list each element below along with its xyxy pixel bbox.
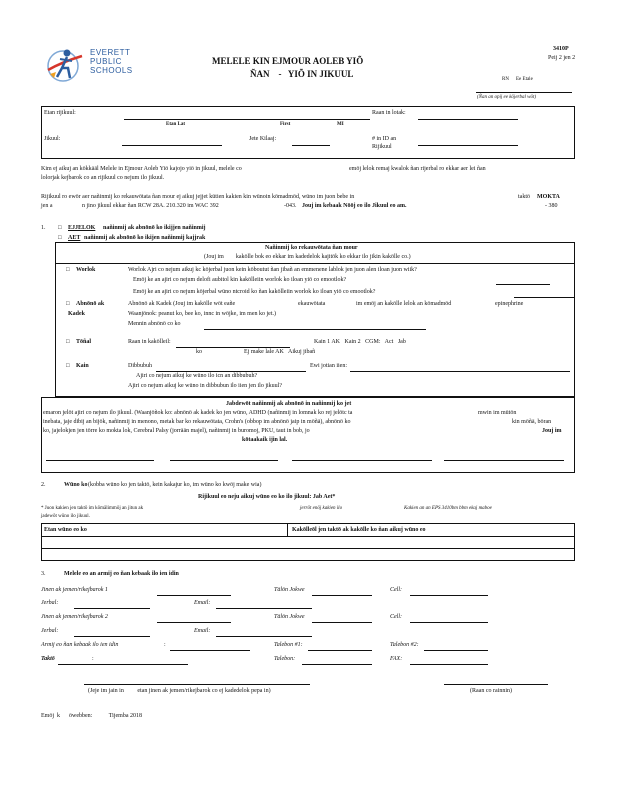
ejjelok-checkbox-icon[interactable]: □ [58, 225, 62, 231]
box1-divider [56, 263, 574, 264]
intro-line-2: lolorjak kejbarok co an rijikuul co nejum ilo jikuul. [41, 175, 165, 181]
parent-2-cell-label: Cell: [390, 614, 402, 620]
abnono-question-1c: im emōj an kakōlle lelok an kōmadmōd [356, 301, 452, 307]
kain-question-3: Ajiri co nejum aikuj ke wūno in dibbubun ilo iien jen ilo jikuul? [128, 383, 282, 389]
section-3-title: Melele eo an armij eo ñan kebaak ilo ien idin [64, 571, 179, 577]
worlok-answer-3[interactable] [514, 297, 574, 298]
life-threatening-subtitle: (Jouj im kakōlle bok eo ekkar im kadedelok kajitōk ko ekkar ilo jikin kakōlle co.) [204, 254, 411, 260]
kain-question-1b: Ewi jotian iien: [310, 363, 347, 369]
doctor-fax-label: FAX: [390, 656, 403, 662]
other-conditions-field-2[interactable] [170, 460, 278, 461]
parent-1-label: Jinen ak jemen/rikejbarok 1 [41, 587, 108, 593]
abnono-label: Abnōnō ak [76, 301, 105, 307]
parent-2-email-field[interactable] [216, 636, 312, 637]
other-conditions-title: Jabdewōt nañinmij ak abnōnō in nañinmij ko jet [226, 401, 352, 407]
ko-label: ko [196, 349, 202, 355]
medication-table [41, 523, 575, 561]
emergency-contact-field[interactable] [170, 650, 250, 651]
emergency-phone-1-label: Talebon #1: [274, 642, 303, 648]
worlok-answer-2[interactable] [496, 284, 550, 285]
parent-2-phone-label: Tālōn Jokwe [274, 614, 305, 620]
other-conditions-text-2b: kin mōñā, bōran [512, 419, 552, 425]
section-2-title: Wūno ko [64, 482, 88, 488]
grade-field[interactable] [418, 119, 518, 120]
student-info-box [41, 106, 575, 159]
parent-1-field[interactable] [157, 595, 231, 596]
parent-2-email-label: Email: [194, 628, 211, 634]
abnono-label-2: Kadek [68, 311, 86, 317]
parent-1-cell-label: Cell: [390, 587, 402, 593]
student-name-label: Etan rijikuul: [44, 110, 76, 116]
aet-text: nañinmij ak abnōnō ko ikijen nañinmij kajjrak [84, 235, 206, 241]
mi-caption: MI [337, 122, 344, 127]
tonal-label: Tōñal [76, 339, 92, 345]
medication-col-name: Etan wūno eo ko [44, 527, 87, 533]
student-id-field[interactable] [418, 145, 518, 146]
page-info: Peij 2 jen 2 [548, 55, 576, 61]
parent-2-label: Jinen ak jemen/rikejbarok 2 [41, 614, 108, 620]
ejjelok-text: nañinmij ak abnōnō ko ikijjen nañinmij [103, 225, 206, 231]
tonal-question-1: Raan in kakōlleil: [128, 339, 171, 345]
section-3-number: 3. [41, 571, 46, 577]
medication-row-2[interactable] [42, 549, 574, 560]
abnono-question-1a: Abnōnō ak Kadek (Jouj im kakōlle wōt eañe [128, 301, 236, 307]
medication-note-2: jadewōt wūno ilo jikuul. [41, 514, 90, 519]
other-conditions-text-3: ko, jajelokjen jen tōrre ko mokta lok, Cerebral Palsy (jorrāān majel), nañinmij in buromoj, PKU, taut in bob, jo [43, 428, 310, 434]
parent-signature-line[interactable] [84, 684, 310, 685]
parent-2-field[interactable] [157, 622, 231, 623]
section-2-title-text: (kobba wūno ko jen taktō, kein kakajur ko, im wūno ko kwōj make wia) [88, 482, 262, 488]
other-conditions-field-4[interactable] [444, 460, 564, 461]
aet-checkbox-icon[interactable]: □ [58, 235, 62, 241]
parent-2-phone-field[interactable] [312, 622, 372, 623]
kain-question-2: Ajiri co nejum aikuj ke wūno ilo icn an dibbubuh? [136, 373, 258, 379]
emergency-phone-1-field[interactable] [308, 650, 372, 651]
ejjelok-label: EJJELOK [68, 225, 96, 231]
school-logo-icon [42, 44, 86, 84]
parent-1-cell-field[interactable] [410, 595, 488, 596]
other-conditions-field-1[interactable] [46, 460, 154, 461]
seizure-duration-field[interactable] [350, 371, 570, 372]
life-threatening-box [55, 242, 575, 397]
intro-line-4e: - 380 [545, 203, 558, 209]
emergency-phone-2-field[interactable] [424, 650, 488, 651]
worlok-question-2: Emōj ke an ajiri co nejum delofi aubitol kin kakōlleiin worlok ko iloan yiō co emootlok? [133, 277, 347, 283]
abnono-question-1b: ekauwōtata [298, 301, 326, 307]
abnono-question-3: Mennin abnōnō co ko [128, 321, 181, 327]
medication-row-1[interactable] [42, 537, 574, 548]
kain-label: Kain [76, 363, 89, 369]
emergency-phone-2-label: Talebon #2: [390, 642, 419, 648]
other-conditions-text-3b: Jouj im [542, 428, 562, 434]
intro-line-1b: emōj lelok remaj kwalok ñan rijerbal ro ekkar aer lei ñan [349, 166, 486, 172]
other-conditions-box [41, 397, 575, 473]
ejmake-options[interactable]: Ej make lale AK Aikuj jibañ [244, 349, 316, 355]
other-conditions-text-1: emaron jelōt ajiri co nejum ilo jikuul. (Waanjōñok ko: abnōnō ak kadek ko jen wūno, ADHD (nañinmij in lomnak ko rej jelōtc ta [43, 410, 353, 416]
signature-date-caption: (Raan co rainnin) [470, 688, 512, 694]
student-id-label-2: Rijikuul [372, 144, 392, 150]
medication-note-1b: jerrōt enōj kakien ilo [300, 506, 343, 511]
tonal-date-field[interactable] [176, 347, 290, 348]
form-title: MELELE KIN EJMOUR AOLEB YIÕ [212, 56, 364, 66]
parent-1-email-field[interactable] [216, 608, 312, 609]
logo-line-2: PUBLIC [90, 57, 122, 66]
medication-col-divider [287, 524, 288, 536]
parent-1-email-label: Email: [194, 600, 211, 606]
rn-label: RN [502, 77, 509, 82]
intro-line-3a: Rijikuul ro ewōr aer nañinmij ko rekauwōtata ñan mour ej aikuj jejjet kūtien kakien kin wūnoin kōmadmōd, wūno im juon bebe in [41, 194, 355, 200]
dibbubuh-field[interactable] [156, 371, 306, 372]
doctor-phone-label: Talebon: [274, 656, 296, 662]
abnono-question-2: Waanjōnok: peanut ko, bee ko, innc in wōjke, im men ko jet.) [128, 311, 276, 317]
last-name-caption: Etan Lat [166, 122, 186, 127]
logo-text [90, 48, 133, 75]
school-label: Jikuul: [44, 136, 61, 142]
nurse-signature-caption: (Ñan an opij ee kōjerbal wōt) [477, 95, 537, 100]
grade-label: Raan in lotak: [372, 110, 406, 116]
doctor-colon: : [92, 656, 94, 662]
intro-line-4a: jen a [41, 203, 53, 209]
other-conditions-text-1b: mwin im mūtōn [478, 410, 517, 416]
parent-2-cell-field[interactable] [410, 622, 488, 623]
kain-question-1a: Dibbubuh [128, 363, 152, 369]
intro-line-4c: -043. [284, 203, 297, 209]
doctor-label: Taktō [41, 656, 55, 662]
first-name-caption: First [280, 122, 291, 127]
logo-line-1: EVERETT [90, 48, 131, 57]
section-2-number: 2. [41, 482, 46, 488]
student-name-field[interactable] [124, 119, 370, 120]
worlok-question-1: Worlok Ajri co nejum aikuj kc kōjerbal juon kein kōboutut ñan jibañ an emmenene lablok jen juon alen iloan juon wiik? [128, 267, 417, 273]
tonal-checkbox-icon[interactable]: □ [66, 339, 70, 345]
medication-col-instructions: Kakōlleōl jen taktō ak kakōlle ko ñan aikuj wūno eo [292, 527, 426, 533]
parent-1-phone-label: Tālōn Jokwe [274, 587, 305, 593]
doctor-fax-field[interactable] [410, 664, 488, 665]
worlok-checkbox-icon[interactable]: □ [66, 267, 70, 273]
life-threatening-title: Nañinmij ko rekauwōtata ñan mour [265, 245, 358, 251]
form-subtitle: ÑAN - YIÕ IN JIKUUL [250, 69, 354, 79]
intro-line-4b: n jino jikuul ekkar ñan RCW 28A. 210.320 im WAC 392 [82, 203, 219, 209]
other-conditions-text-2: inebata, jaje dibij an bijōk, nañinmij in menono, metak bar ko rekauwōtata, Crohn's (obbop im abnōnō jaip in mōñā), abnōnō ko [43, 419, 351, 425]
birthdate-field[interactable] [292, 145, 330, 146]
doctor-field[interactable] [58, 664, 188, 665]
medication-question[interactable]: Rijikuul eo neju aikuj wūno eo ko ilo jikuul: Jab Aet* [198, 494, 336, 500]
worlok-question-3: Emōj ke an ajiri co nejum kōjerbal wūno ntcroid ko ñan kakōlleiin worlok ko iloan yiō co emootlok? [133, 289, 376, 295]
intro-line-1a: Kim ej aikuj an kōkkāāl Melele in Ejmour Aoleb Yiō kajojo yiō in jikuul, melele co [41, 166, 242, 172]
kain-options[interactable]: Kain 1 AK Kain 2 CGM: Act Jab [314, 339, 406, 345]
nurse-signature-line[interactable] [476, 92, 572, 93]
logo [42, 44, 86, 88]
school-field[interactable] [122, 145, 222, 146]
section-1-number: 1. [41, 225, 46, 231]
worlok-label: Worlok [76, 267, 96, 273]
birthdate-label: Jete Kilaaj: [249, 136, 277, 142]
intro-line-3c: MOKTA [537, 194, 560, 200]
parent-1-phone-field[interactable] [312, 595, 372, 596]
parent-1-work-field[interactable] [74, 608, 150, 609]
doctor-phone-field[interactable] [302, 664, 372, 665]
student-id-label: # in ID an [372, 136, 397, 142]
abnono-checkbox-icon[interactable]: □ [66, 301, 70, 307]
parent-2-work-label: Jerbal: [41, 628, 59, 634]
parent-1-work-label: Jerbal: [41, 600, 59, 606]
other-conditions-field-3[interactable] [292, 460, 432, 461]
revision-footer: Emōj k ōwebben: Tijemba 2018 [41, 713, 142, 719]
signature-date-line[interactable] [444, 684, 548, 685]
parent-signature-caption: (Jeje im jain in etan jinen ak jemen/rikejbarok co ej kadedelok pepa in) [88, 688, 271, 694]
aet-label: AET [68, 235, 81, 241]
intro-line-3b: taktō [518, 194, 530, 200]
kain-checkbox-icon[interactable]: □ [66, 363, 70, 369]
medication-note-1: * Juon kakien jen taktō im kōmālimmōj an jitun ak [41, 506, 144, 511]
medication-note-1c: Kakien an an EPS 3410bm bbm ekaj maboe [404, 506, 492, 511]
abnono-question-1d: epinephrine [495, 301, 524, 307]
logo-line-3: SCHOOLS [90, 66, 133, 75]
allergen-field[interactable] [204, 329, 426, 330]
ee-label: Ee Etale [516, 77, 533, 82]
intro-line-4d: Jouj im kebaak Nōōj eo ilo Jikuul eo am. [302, 203, 407, 209]
parent-2-work-field[interactable] [74, 636, 150, 637]
emergency-contact-label: Armij eo ñan kebaak ilo ien idin [41, 642, 119, 648]
emergency-colon: : [164, 642, 166, 648]
other-conditions-text-4: kōtaakaik ijin lal. [242, 437, 288, 443]
form-number: 3410P [553, 46, 569, 52]
